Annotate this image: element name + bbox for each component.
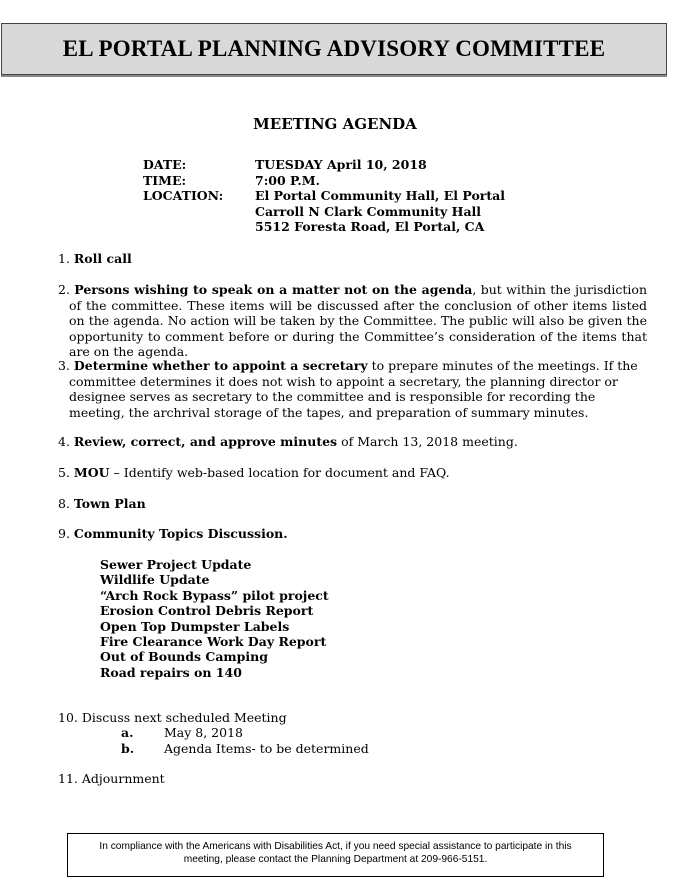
item-number: 9.: [58, 526, 70, 541]
agenda-item-public-comment: [58, 282, 647, 360]
topic-item: Sewer Project Update: [100, 557, 252, 572]
committee-title: EL PORTAL PLANNING ADVISORY COMMITTEE: [62, 36, 606, 61]
location-label: LOCATION:: [143, 188, 224, 203]
agenda-item-adjournment: [58, 771, 636, 787]
meeting-details: [143, 157, 505, 235]
item-description: of March 13, 2018 meeting.: [337, 434, 518, 449]
item-number: 8.: [58, 496, 70, 511]
date-value: TUESDAY April 10, 2018: [255, 157, 427, 172]
topic-item: Open Top Dumpster Labels: [100, 618, 290, 634]
subitem-letter: a.: [121, 725, 134, 740]
location-row-2: [143, 204, 505, 220]
next-meeting-subitem-b: [121, 741, 369, 757]
next-meeting-subitem-a: [121, 725, 243, 741]
location-line-1: El Portal Community Hall, El Portal: [255, 188, 505, 203]
date-label: DATE:: [143, 157, 187, 172]
committee-banner: [1, 23, 667, 75]
ada-notice: [67, 833, 604, 877]
location-row-3: [143, 219, 505, 235]
location-line-2: Carroll N Clark Community Hall: [255, 203, 482, 219]
item-title: MOU: [73, 465, 110, 480]
agenda-item-community-topics: [58, 526, 636, 542]
date-row: [143, 157, 505, 173]
item-number: 10.: [58, 710, 78, 725]
ada-notice-line-2: meeting, please contact the Planning Department at 209-966-5151.: [183, 854, 488, 865]
agenda-item-mou: [58, 465, 636, 481]
time-value: 7:00 P.M.: [255, 172, 320, 188]
item-title: Community Topics Discussion.: [73, 526, 288, 541]
item-description: to prepare minutes of the meetings. If the committee determines it does not wish to appoint a secretary, the planning director or designee serves as secretary to the committee and is responsible for recording the meeting, the archrival storage of the tapes, and preparation of summary minutes.: [69, 358, 638, 420]
topic-item: Road repairs on 140: [100, 664, 242, 680]
item-title: Persons wishing to speak on a matter not on the agenda: [74, 282, 473, 297]
subitem-letter: b.: [121, 741, 135, 756]
location-line-3: 5512 Foresta Road, El Portal, CA: [255, 219, 485, 234]
location-row: [143, 188, 505, 204]
item-title: Town Plan: [73, 496, 146, 511]
topic-item: Out of Bounds Camping: [100, 649, 268, 665]
topic-item: Fire Clearance Work Day Report: [100, 634, 327, 650]
item-description: Discuss next scheduled Meeting: [81, 710, 287, 725]
item-title: Roll call: [73, 251, 132, 266]
ada-notice-line-1: In compliance with the Americans with Disabilities Act, if you need special assistance to participate in this: [99, 841, 572, 852]
item-description: , but within the jurisdiction of the committee. These items will be discussed after the conclusion of other items listed on the agenda. No action will be taken by the Committee. The public will also be given the opportunity to comment before or during the Committee’s consideration of the items that are on the agenda.: [69, 282, 647, 359]
agenda-item-secretary: [58, 358, 641, 420]
item-title: Determine whether to appoint a secretary: [73, 358, 368, 373]
subitem-text: May 8, 2018: [164, 725, 243, 740]
item-number: 11.: [58, 771, 78, 786]
topic-item: Erosion Control Debris Report: [100, 603, 314, 619]
time-label: TIME:: [143, 172, 187, 188]
time-row: [143, 173, 505, 189]
subitem-text: Agenda Items- to be determined: [164, 741, 369, 756]
item-number: 1.: [58, 251, 70, 266]
agenda-item-minutes: [58, 434, 636, 450]
item-number: 4.: [58, 434, 70, 449]
item-description: – Identify web-based location for document and FAQ.: [109, 465, 450, 480]
topic-item: “Arch Rock Bypass” pilot project: [100, 587, 329, 603]
agenda-item-town-plan: [58, 496, 636, 512]
community-topics-list: [100, 557, 329, 680]
item-description: Adjournment: [81, 771, 165, 786]
item-number: 3.: [58, 358, 70, 373]
topic-item: Wildlife Update: [100, 572, 210, 588]
agenda-item-next-meeting: [58, 710, 636, 726]
agenda-item-roll-call: [58, 251, 636, 267]
item-number: 2.: [58, 282, 70, 297]
item-title: Review, correct, and approve minutes: [73, 434, 338, 449]
agenda-title: MEETING AGENDA: [253, 115, 417, 133]
item-number: 5.: [58, 465, 70, 480]
